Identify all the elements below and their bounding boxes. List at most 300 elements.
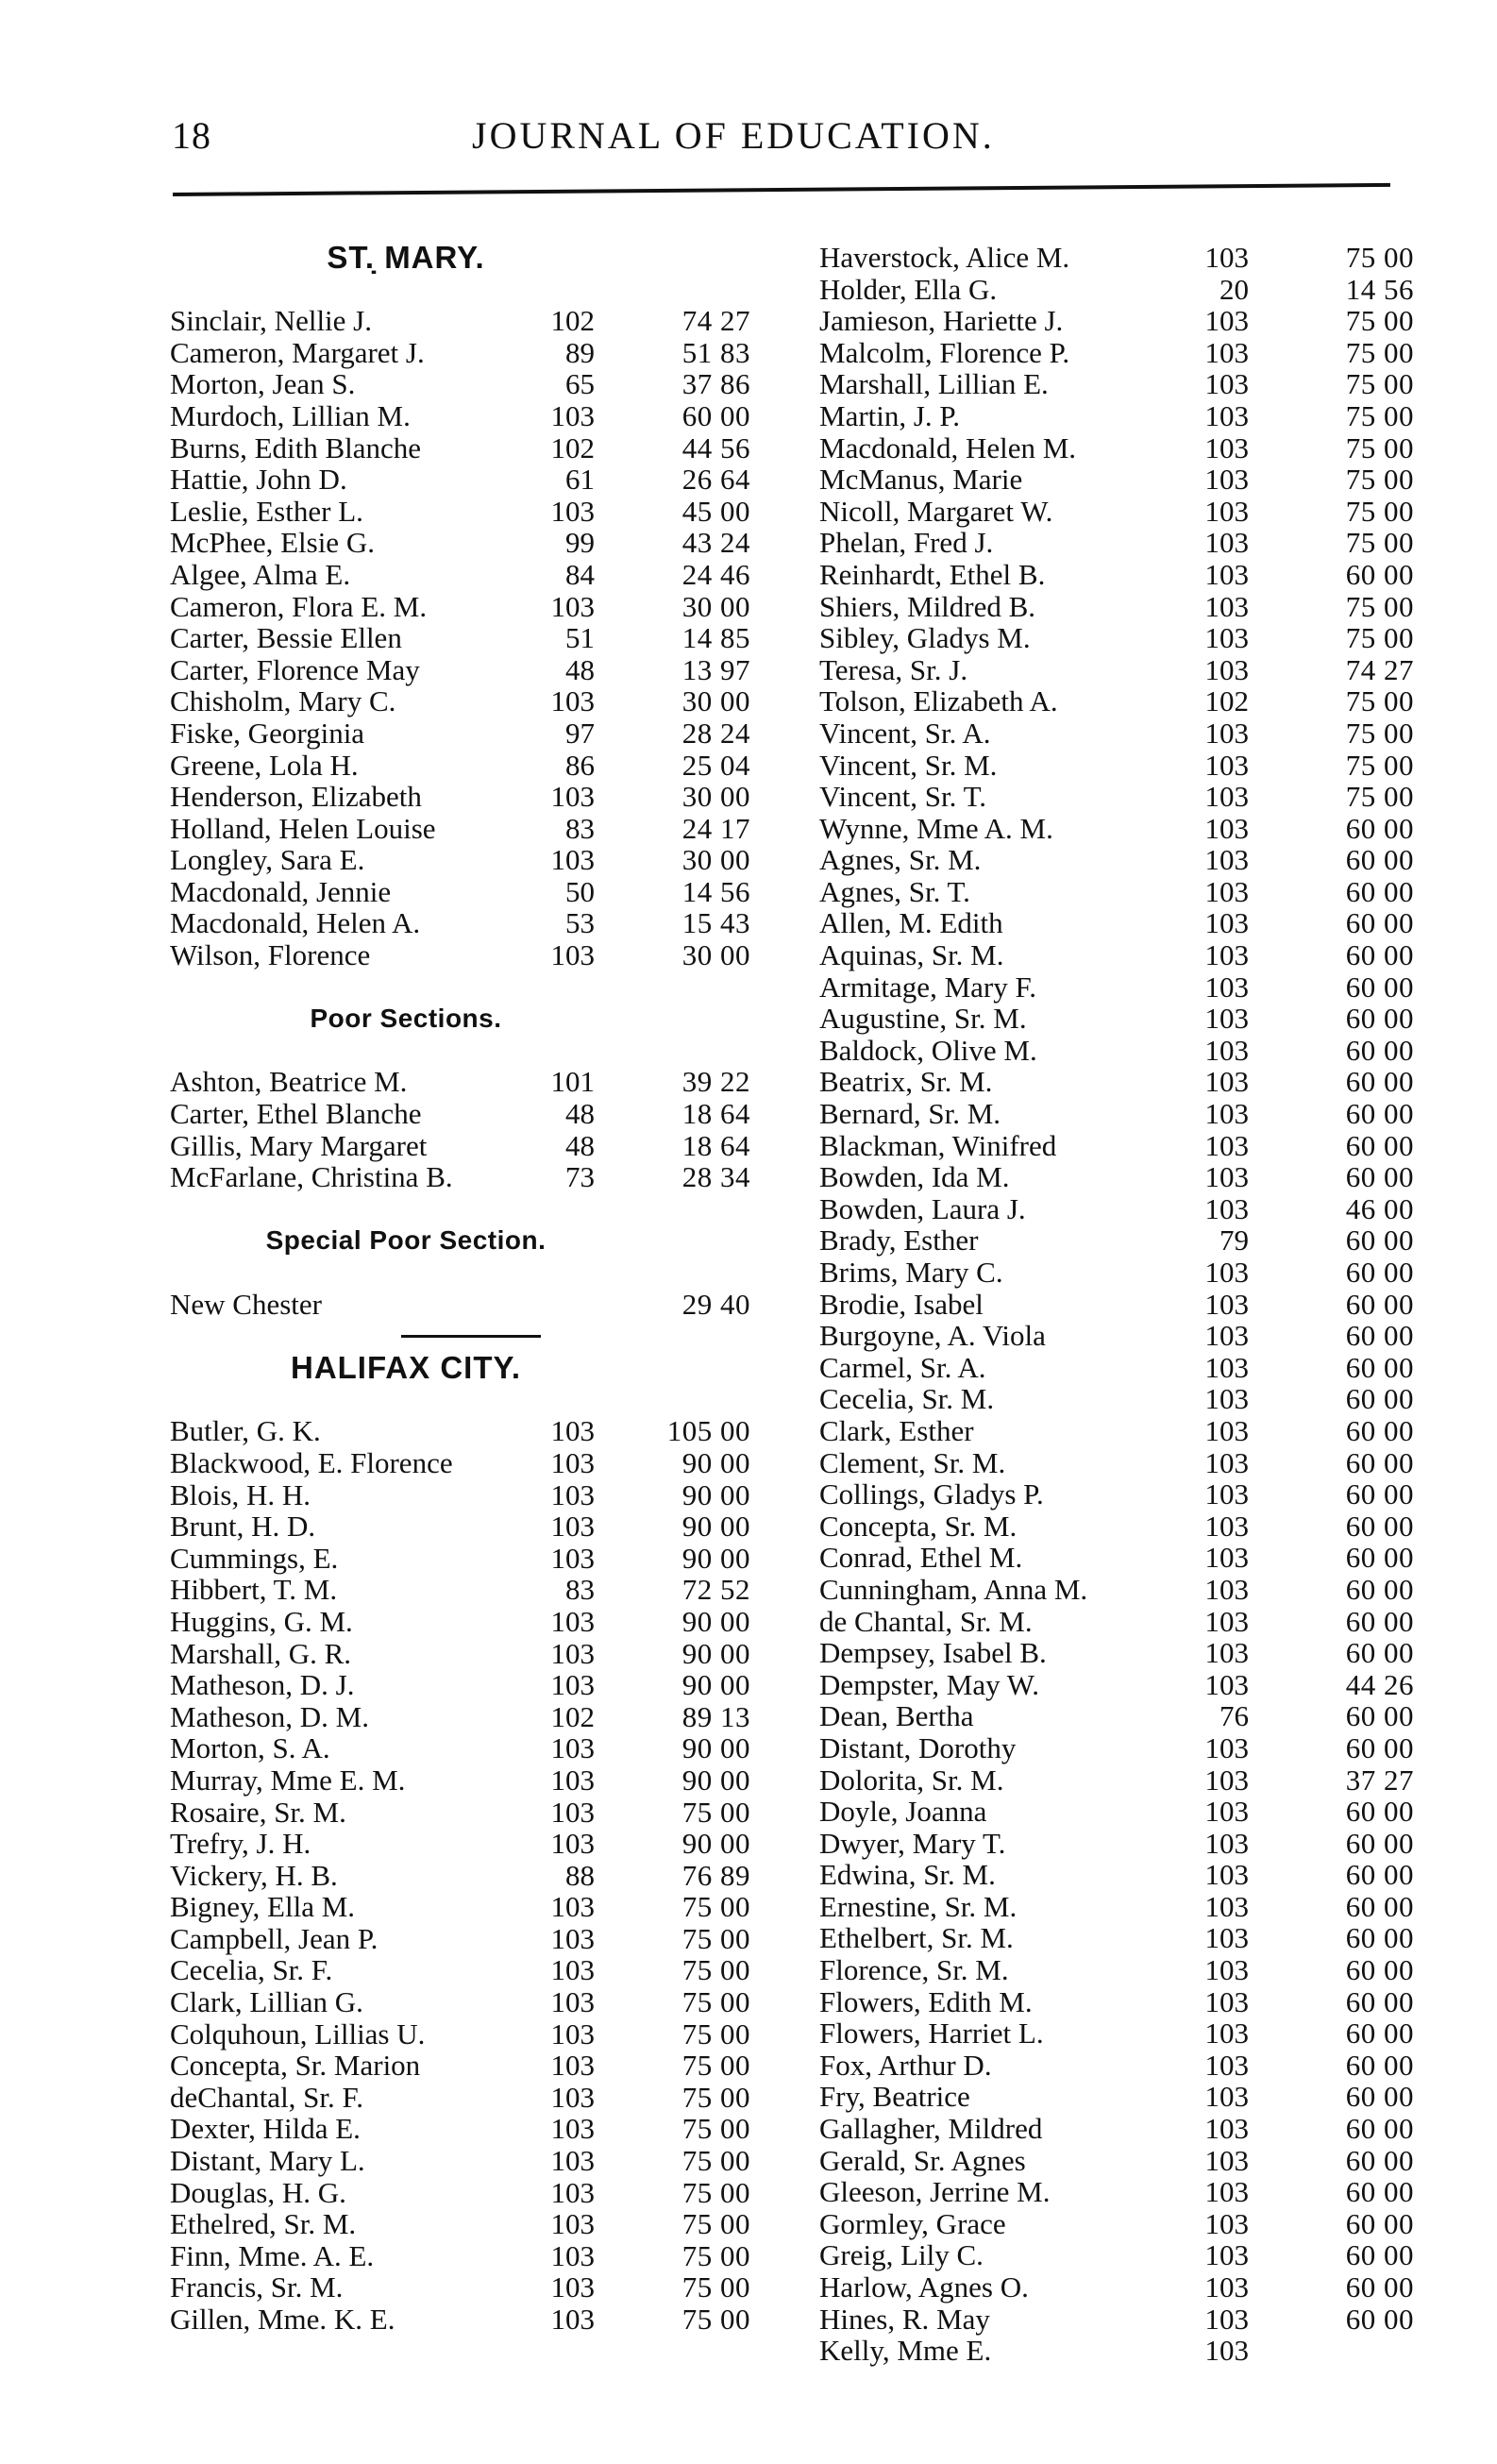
grade-value: 83: [565, 1573, 595, 1607]
table-row: [170, 337, 774, 369]
amount-value: 60 00: [1345, 2238, 1414, 2272]
grade-value: 103: [550, 1763, 595, 1797]
grade-value: 103: [1204, 1477, 1249, 1511]
grade-value: 103: [1204, 2112, 1249, 2146]
person-name: Blois, H. H.: [170, 1477, 311, 1511]
amount-value: 60 00: [1345, 970, 1414, 1004]
table-row: [170, 1574, 774, 1606]
amount-value: 60 00: [1345, 2080, 1414, 2114]
amount-value: 18 64: [681, 1128, 750, 1162]
amount-value: 60 00: [1345, 1224, 1414, 1257]
grade-value: 103: [1204, 589, 1249, 623]
amount-value: 37 27: [1345, 1763, 1414, 1797]
grade-value: 103: [550, 1985, 595, 2019]
amount-value: 75 00: [681, 2207, 750, 2241]
person-name: Hines, R. May: [819, 2302, 990, 2336]
grade-value: 103: [1204, 398, 1249, 432]
person-name: Armitage, Mary F.: [819, 970, 1036, 1004]
grade-value: 103: [1204, 1826, 1249, 1860]
amount-value: 60 00: [1345, 1477, 1414, 1511]
grade-value: 103: [1204, 1097, 1249, 1131]
amount-value: 90 00: [681, 1763, 750, 1797]
table-row: [819, 1415, 1423, 1447]
table-row: [170, 2271, 774, 2304]
grade-value: 103: [550, 1541, 595, 1575]
amount-value: 90 00: [681, 1731, 750, 1765]
table-row: [819, 1510, 1423, 1543]
grade-value: 103: [550, 2049, 595, 2083]
grade-value: 103: [550, 1510, 595, 1544]
table-row: [819, 1891, 1423, 1923]
table-row: [819, 527, 1423, 559]
amount-value: 24 46: [681, 557, 750, 591]
grade-value: 103: [1204, 557, 1249, 591]
amount-value: 90 00: [681, 1604, 750, 1638]
section-heading-halifax-city: HALIFAX CITY.: [290, 1350, 522, 1386]
grade-value: 103: [550, 398, 595, 432]
grade-value: 103: [1204, 1160, 1249, 1194]
grade-value: 103: [1204, 2048, 1249, 2082]
person-name: Gillen, Mme. K. E.: [170, 2303, 395, 2336]
amount-value: 60 00: [1345, 1795, 1414, 1829]
table-row: [170, 685, 774, 717]
table-row: [170, 717, 774, 750]
amount-value: 26 64: [681, 463, 750, 497]
grade-value: 88: [565, 1858, 595, 1892]
grade-value: 103: [1204, 2270, 1249, 2304]
grade-value: 61: [565, 463, 595, 497]
amount-value: 60 00: [1345, 1256, 1414, 1289]
person-name: Haverstock, Alice M.: [819, 241, 1070, 274]
amount-value: 15 43: [681, 906, 750, 940]
person-name: Cameron, Margaret J.: [170, 335, 425, 369]
table-row: [170, 1828, 774, 1860]
amount-value: 60 00: [1345, 2017, 1414, 2051]
person-name: Flowers, Edith M.: [819, 1984, 1033, 2018]
person-name: Matheson, D. M.: [170, 1699, 369, 1733]
person-name: Macdonald, Helen A.: [170, 906, 421, 940]
grade-value: 103: [1204, 1256, 1249, 1289]
person-name: Leslie, Esther L.: [170, 494, 363, 528]
amount-value: 44 56: [681, 430, 750, 464]
person-name: Augustine, Sr. M.: [819, 1002, 1027, 1036]
person-name: Campbell, Jean P.: [170, 1921, 378, 1955]
amount-value: 90 00: [681, 1636, 750, 1670]
amount-value: 60 00: [1345, 2112, 1414, 2146]
grade-value: 103: [1204, 1984, 1249, 2018]
person-name: Dolorita, Sr. M.: [819, 1763, 1004, 1797]
table-row: [819, 1764, 1423, 1797]
table-row: [170, 1543, 774, 1575]
amount-value: 60 00: [1345, 1350, 1414, 1384]
table-row: [170, 1066, 774, 1098]
grade-value: 103: [1204, 2175, 1249, 2209]
table-row: [819, 1003, 1423, 1035]
amount-value: 60 00: [1345, 1921, 1414, 1955]
amount-value: 37 86: [681, 367, 750, 401]
amount-value: 90 00: [681, 1445, 750, 1479]
amount-value: 75 00: [681, 2270, 750, 2304]
person-name: Collings, Gladys P.: [819, 1477, 1044, 1511]
grade-value: 103: [1204, 367, 1249, 401]
amount-value: 30 00: [681, 684, 750, 718]
table-row: [819, 559, 1423, 591]
person-name: Finn, Mme. A. E.: [170, 2238, 375, 2272]
grade-value: 103: [1204, 970, 1249, 1004]
grade-value: 103: [1204, 430, 1249, 464]
table-row: [819, 591, 1423, 623]
grade-value: 103: [550, 1795, 595, 1829]
person-name: Fiske, Georginia: [170, 716, 365, 750]
person-name: Teresa, Sr. J.: [819, 652, 968, 686]
amount-value: 51 83: [681, 335, 750, 369]
person-name: deChantal, Sr. F.: [170, 2080, 364, 2114]
amount-value: 89 13: [681, 1699, 750, 1733]
table-row: [819, 464, 1423, 496]
table-row: [819, 654, 1423, 686]
amount-value: 14 56: [681, 874, 750, 908]
amount-value: 75 00: [1345, 398, 1414, 432]
grade-value: 103: [1204, 494, 1249, 528]
amount-value: 90 00: [681, 1668, 750, 1702]
table-row: [819, 400, 1423, 432]
poor-sections-list: [170, 1066, 774, 1192]
table-row: [819, 2304, 1423, 2336]
amount-value: 75 00: [681, 1795, 750, 1829]
table-row: [170, 1289, 774, 1321]
grade-value: 103: [1204, 1002, 1249, 1036]
right-column: [819, 242, 1423, 2367]
table-row: [170, 2177, 774, 2209]
amount-value: 75 00: [681, 1953, 750, 1987]
table-row: [819, 1954, 1423, 1986]
grade-value: 89: [565, 335, 595, 369]
table-row: [170, 1860, 774, 1892]
amount-value: 60 00: [1345, 1065, 1414, 1099]
table-row: [170, 1797, 774, 1829]
grade-value: 103: [550, 1636, 595, 1670]
grade-value: 101: [550, 1065, 595, 1099]
amount-value: 60 00: [1345, 1033, 1414, 1067]
person-name: Dempster, May W.: [819, 1667, 1039, 1701]
grade-value: 53: [565, 906, 595, 940]
grade-value: 103: [1204, 2238, 1249, 2272]
amount-value: 28 24: [681, 716, 750, 750]
amount-value: 75 00: [681, 2144, 750, 2178]
person-name: Martin, J. P.: [819, 398, 960, 432]
table-row: [170, 1986, 774, 2018]
amount-value: 75 00: [1345, 367, 1414, 401]
person-name: Bernard, Sr. M.: [819, 1097, 1001, 1131]
person-name: Nicoll, Margaret W.: [819, 494, 1053, 528]
amount-value: 60 00: [1345, 2206, 1414, 2240]
table-row: [819, 1289, 1423, 1321]
table-row: [170, 1732, 774, 1764]
amount-value: 30 00: [681, 589, 750, 623]
person-name: Dwyer, Mary T.: [819, 1826, 1006, 1860]
amount-value: 90 00: [681, 1510, 750, 1544]
person-name: Jamieson, Hariette J.: [819, 304, 1064, 338]
person-name: Ernestine, Sr. M.: [819, 1889, 1018, 1923]
page-number: 18: [172, 114, 211, 157]
amount-value: 60 00: [1345, 1730, 1414, 1764]
person-name: Harlow, Agnes O.: [819, 2270, 1029, 2304]
amount-value: 60 00: [1345, 2048, 1414, 2082]
amount-value: 90 00: [681, 1541, 750, 1575]
grade-value: 103: [550, 1477, 595, 1511]
table-row: [170, 1447, 774, 1479]
person-name: Vincent, Sr. M.: [819, 748, 998, 782]
amount-value: 60 00: [1345, 1413, 1414, 1447]
amount-value: 75 00: [1345, 335, 1414, 369]
amount-value: 75 00: [681, 2112, 750, 2146]
person-name: Cunningham, Anna M.: [819, 1572, 1088, 1606]
person-name: Dempsey, Isabel B.: [819, 1636, 1047, 1670]
grade-value: 103: [1204, 1889, 1249, 1923]
grade-value: 103: [1204, 1413, 1249, 1447]
amount-value: 75 00: [681, 2049, 750, 2083]
table-row: [819, 1606, 1423, 1638]
grade-value: 84: [565, 557, 595, 591]
table-row: [170, 844, 774, 876]
grade-value: 103: [1204, 1191, 1249, 1225]
amount-value: 75 00: [681, 1985, 750, 2019]
amount-value: 60 00: [1345, 1128, 1414, 1162]
grade-value: 103: [550, 1668, 595, 1702]
person-name: Carter, Ethel Blanche: [170, 1097, 422, 1131]
person-name: New Chester: [170, 1287, 322, 1321]
person-name: Murray, Mme E. M.: [170, 1763, 406, 1797]
table-row: [170, 2304, 774, 2336]
table-row: [819, 939, 1423, 971]
grade-value: 103: [1204, 2143, 1249, 2177]
grade-value: 103: [550, 589, 595, 623]
person-name: Bowden, Laura J.: [819, 1191, 1026, 1225]
person-name: Edwina, Sr. M.: [819, 1858, 996, 1892]
amount-value: 60 00: [1345, 1382, 1414, 1416]
person-name: Distant, Mary L.: [170, 2144, 365, 2178]
person-name: Brims, Mary C.: [819, 1256, 1003, 1289]
table-row: [170, 1669, 774, 1701]
grade-value: 48: [565, 1097, 595, 1131]
table-row: [170, 1130, 774, 1162]
amount-value: 60 00: [1345, 874, 1414, 908]
grade-value: 103: [1204, 843, 1249, 877]
grade-value: 103: [1204, 1572, 1249, 1606]
table-row: [170, 939, 774, 971]
grade-value: 103: [1204, 1033, 1249, 1067]
table-row: [819, 2017, 1423, 2050]
person-name: Carter, Bessie Ellen: [170, 621, 402, 655]
amount-value: 75 00: [1345, 716, 1414, 750]
table-row: [819, 781, 1423, 813]
grade-value: 103: [1204, 335, 1249, 369]
table-row: [819, 368, 1423, 400]
person-name: Beatrix, Sr. M.: [819, 1065, 993, 1099]
amount-value: 60 00: [1345, 811, 1414, 845]
amount-value: 29 40: [681, 1287, 750, 1321]
table-row: [170, 432, 774, 464]
table-row: [819, 1193, 1423, 1225]
table-row: [819, 1478, 1423, 1510]
table-row: [170, 305, 774, 337]
person-name: Wilson, Florence: [170, 938, 371, 972]
person-name: Algee, Alma E.: [170, 557, 351, 591]
person-name: Morton, S. A.: [170, 1731, 330, 1765]
grade-value: 83: [565, 811, 595, 845]
table-row: [819, 1224, 1423, 1257]
amount-value: 60 00: [681, 398, 750, 432]
st-mary-list: [170, 305, 774, 970]
amount-value: 60 00: [1345, 1604, 1414, 1638]
person-name: Tolson, Elizabeth A.: [819, 684, 1058, 718]
grade-value: 103: [550, 2303, 595, 2336]
person-name: Matheson, D. J.: [170, 1668, 355, 1702]
person-name: de Chantal, Sr. M.: [819, 1604, 1033, 1638]
grade-value: 103: [550, 684, 595, 718]
person-name: Concepta, Sr. Marion: [170, 2049, 421, 2083]
table-row: [170, 1098, 774, 1130]
grade-value: 103: [550, 2175, 595, 2209]
amount-value: 60 00: [1345, 1636, 1414, 1670]
grade-value: 103: [1204, 1319, 1249, 1353]
person-name: Vincent, Sr. T.: [819, 780, 986, 814]
grade-value: 103: [550, 1827, 595, 1861]
table-row: [170, 559, 774, 591]
person-name: Vincent, Sr. A.: [819, 716, 991, 750]
person-name: Flowers, Harriet L.: [819, 2017, 1044, 2051]
table-row: [170, 2240, 774, 2272]
person-name: Murdoch, Lillian M.: [170, 398, 411, 432]
person-name: Burgoyne, A. Viola: [819, 1319, 1046, 1353]
grade-value: 103: [1204, 1604, 1249, 1638]
grade-value: 103: [550, 1414, 595, 1448]
amount-value: 75 00: [681, 2238, 750, 2272]
person-name: Chisholm, Mary C.: [170, 684, 396, 718]
grade-value: 103: [1204, 1636, 1249, 1670]
special-poor-section-list: [170, 1289, 774, 1321]
grade-value: 103: [1204, 938, 1249, 972]
grade-value: 103: [1204, 1795, 1249, 1829]
table-row: [819, 750, 1423, 782]
halifax-city-continued-list: [819, 242, 1423, 2367]
person-name: Hattie, John D.: [170, 463, 347, 497]
person-name: Gormley, Grace: [819, 2206, 1006, 2240]
grade-value: 103: [1204, 780, 1249, 814]
person-name: Aquinas, Sr. M.: [819, 938, 1004, 972]
grade-value: 103: [550, 2080, 595, 2114]
person-name: Cecelia, Sr. M.: [819, 1382, 995, 1416]
table-row: [819, 971, 1423, 1004]
grade-value: 103: [1204, 1541, 1249, 1575]
table-row: [819, 1669, 1423, 1701]
person-name: Fox, Arthur D.: [819, 2048, 992, 2082]
person-name: Gleeson, Jerrine M.: [819, 2175, 1051, 2209]
person-name: Cameron, Flora E. M.: [170, 589, 428, 623]
halifax-city-list: [170, 1415, 774, 2335]
person-name: Malcolm, Florence P.: [819, 335, 1070, 369]
grade-value: 103: [1204, 621, 1249, 655]
table-row: [819, 2176, 1423, 2208]
amount-value: 30 00: [681, 780, 750, 814]
person-name: Dean, Bertha: [819, 1699, 974, 1733]
grade-value: 103: [550, 938, 595, 972]
grade-value: 103: [1204, 2206, 1249, 2240]
table-row: [819, 685, 1423, 717]
person-name: Henderson, Elizabeth: [170, 780, 422, 814]
person-name: Gallagher, Mildred: [819, 2112, 1043, 2146]
person-name: Colquhoun, Lillias U.: [170, 2017, 426, 2051]
amount-value: 60 00: [1345, 1002, 1414, 1036]
grade-value: 103: [550, 1604, 595, 1638]
grade-value: 50: [565, 874, 595, 908]
person-name: Blackman, Winifred: [819, 1128, 1057, 1162]
table-row: [170, 1764, 774, 1797]
table-row: [170, 2050, 774, 2082]
person-name: Clement, Sr. M.: [819, 1445, 1006, 1479]
amount-value: 13 97: [681, 652, 750, 686]
person-name: Concepta, Sr. M.: [819, 1509, 1018, 1543]
amount-value: 14 85: [681, 621, 750, 655]
table-row: [170, 2113, 774, 2145]
amount-value: 60 00: [1345, 2143, 1414, 2177]
table-row: [819, 1098, 1423, 1130]
table-row: [819, 1700, 1423, 1732]
grade-value: 97: [565, 716, 595, 750]
table-row: [170, 654, 774, 686]
amount-value: 43 24: [681, 526, 750, 560]
amount-value: 28 34: [681, 1160, 750, 1194]
table-row: [170, 464, 774, 496]
person-name: Conrad, Ethel M.: [819, 1541, 1023, 1575]
amount-value: 105 00: [666, 1414, 750, 1448]
table-row: [819, 2081, 1423, 2113]
table-row: [819, 1732, 1423, 1764]
grade-value: 103: [1204, 1350, 1249, 1384]
person-name: Bigney, Ella M.: [170, 1890, 356, 1924]
amount-value: 90 00: [681, 1827, 750, 1861]
table-row: [819, 1637, 1423, 1669]
person-name: Holder, Ella G.: [819, 272, 998, 306]
table-row: [170, 1701, 774, 1733]
table-row: [170, 591, 774, 623]
person-name: Cummings, E.: [170, 1541, 339, 1575]
table-row: [819, 876, 1423, 908]
amount-value: 60 00: [1345, 938, 1414, 972]
person-name: Bowden, Ida M.: [819, 1160, 1010, 1194]
table-row: [170, 1891, 774, 1923]
amount-value: 60 00: [1345, 1984, 1414, 2018]
person-name: Vickery, H. B.: [170, 1858, 338, 1892]
grade-value: 103: [1204, 652, 1249, 686]
amount-value: 60 00: [1345, 1858, 1414, 1892]
grade-value: 103: [1204, 1509, 1249, 1543]
grade-value: 103: [550, 2017, 595, 2051]
grade-value: 79: [1219, 1224, 1249, 1257]
table-row: [819, 844, 1423, 876]
table-row: [170, 400, 774, 432]
person-name: Greene, Lola H.: [170, 748, 359, 782]
table-row: [170, 527, 774, 559]
person-name: Sibley, Gladys M.: [819, 621, 1031, 655]
person-name: Dexter, Hilda E.: [170, 2112, 361, 2146]
amount-value: 60 00: [1345, 1287, 1414, 1321]
person-name: Baldock, Olive M.: [819, 1033, 1037, 1067]
amount-value: 75 00: [1345, 589, 1414, 623]
amount-value: 75 00: [1345, 748, 1414, 782]
table-row: [170, 1954, 774, 1986]
person-name: Hibbert, T. M.: [170, 1573, 338, 1607]
